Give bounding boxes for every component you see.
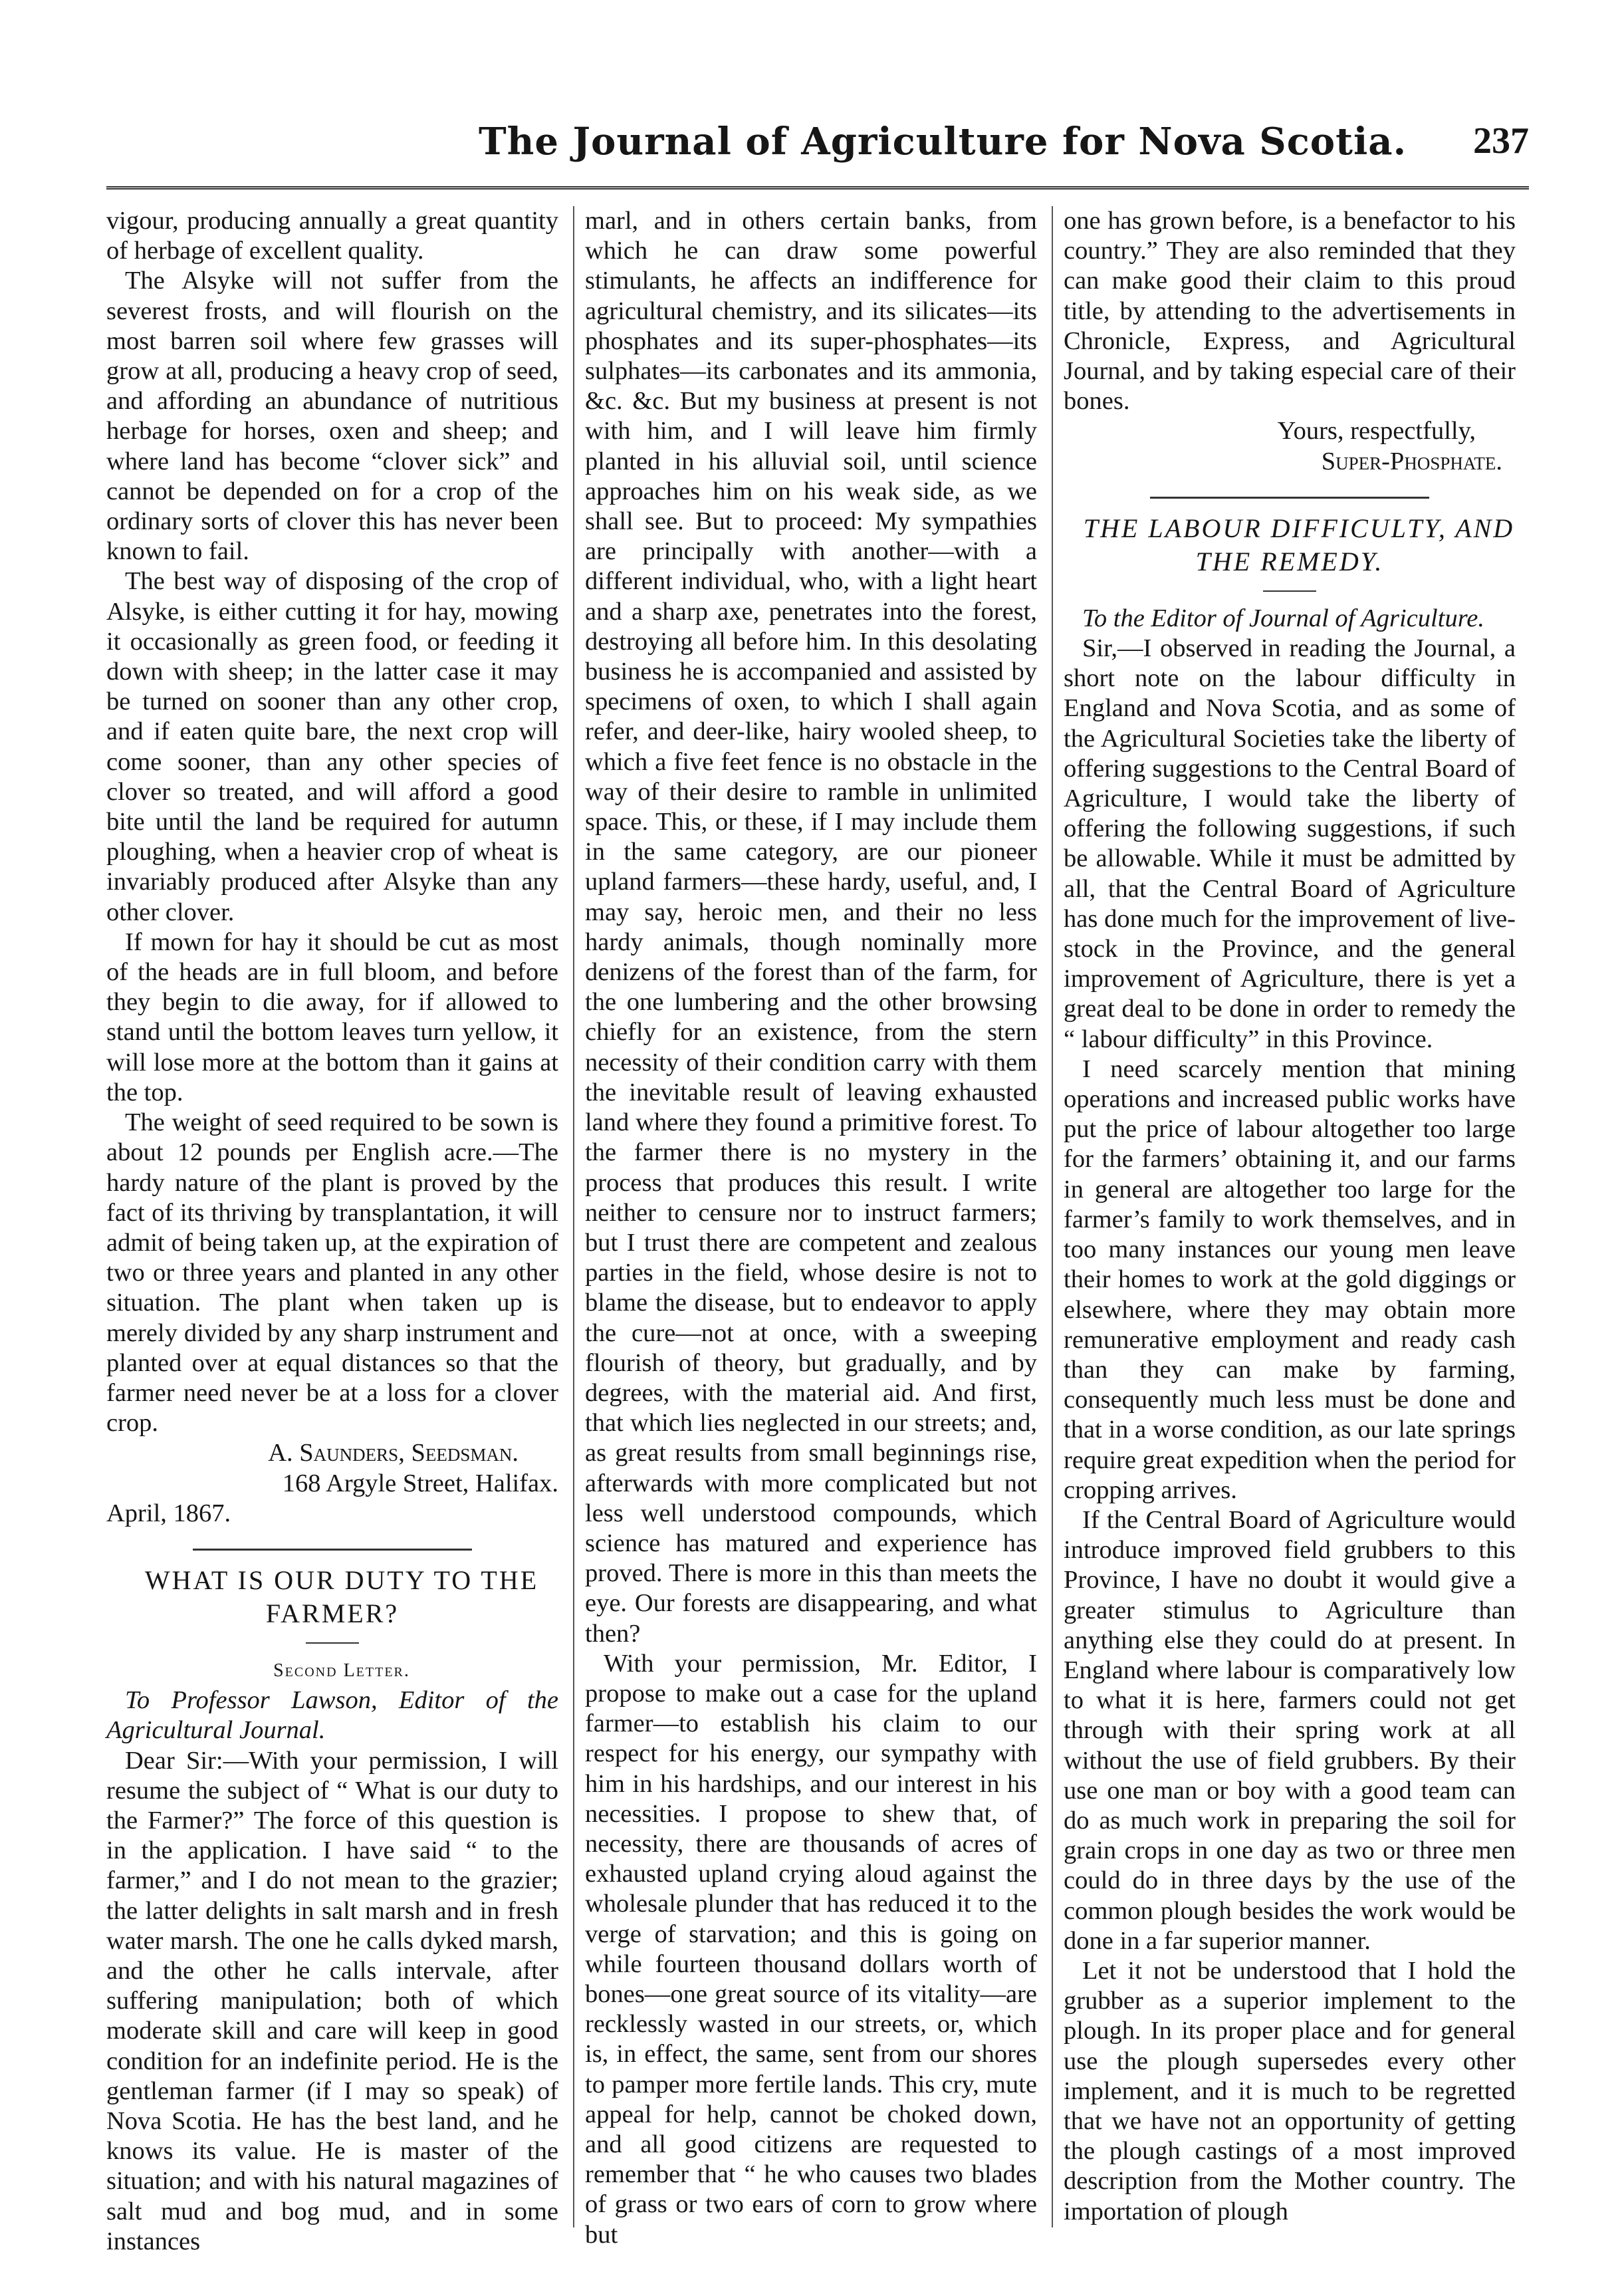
paragraph: marl, and in others certain banks, from which he can draw some powerful stimulants, he affects an indifference for agricultural chemistry, and its silicates—its phosphates and its super-phosphates—its sulphates—its carbonates and its ammonia, &c. &c. But my business at present is not with him, and I will leave him firmly planted in his alluvial soil, until science approaches him on his weak side, as we shall see. But to proceed: My sympathies are principally with another—with a different individual, who, with a light heart and a sharp axe, penetrates into the forest, destroying all before him. In this desolating business he is accompanied and assisted by specimens of oxen, to which I shall again refer, and deer-like, hairy wooled sheep, to which a five feet fence is no obstacle in the way of their desire to ramble in unlimited space. This, or these, if I may include them in the same category, are our pioneer upland farmers—these hardy, useful, and, I may say, heroic men, and their no less hardy animals, though nominally more denizens of the forest than of the farm, for the one lumbering and the other browsing chiefly for an existence, from the stern necessity of their condition carry with them the inevitable result of leaving exhausted land where they found a primitive forest. To the farmer there is no mystery in the process that produces this result. I write neither to censure nor to instruct farmers; but I trust there are competent and zealous parties in the field, whose desire is not to blame the disease, but to endeavor to apply the cure—not at once, with a sweeping flourish of theory, but gradually, and by degrees, with the material aid. And first, that which lies neglected in our streets; and, as great results from small beginnings rise, afterwards with more complicated but not less well understood compounds, which science has matured and experience has proved. There is more in this than meets the eye. Our forests are disappearing, and what then? <box>585 207 1037 1648</box>
header-rule <box>106 186 1529 189</box>
column-rule-left <box>573 206 574 2227</box>
paragraph: Let it not be understood that I hold the grubber as a superior implement to the plough. In its proper place and for general use the plough supersedes every other implement, and it is much to be regretted that we have not an opportunity of getting the plough castings of a most improved description from the Mother country. The importation of plough <box>1064 1956 1516 2225</box>
salutation: To Professor Lawson, Editor of the Agricultural Journal. <box>106 1686 558 1745</box>
signature <box>106 1438 558 1468</box>
address: 168 Argyle Street, Halifax. <box>282 1469 558 1497</box>
signature: Super-Phosphate. <box>1321 447 1502 475</box>
section-divider <box>193 1549 472 1551</box>
column-left <box>106 206 558 2255</box>
paragraph: The best way of disposing of the crop of Alsyke, is either cutting it for hay, mowing it occasionally as green food, or feeding it down with sheep; in the latter case it may be turned on sooner than any other crop, and if eaten quite bare, the next crop will come sooner, than any other species of clover so treated, and will afford a good bite until the land be required for autumn ploughing, when a heavier crop of wheat is invariably produced after Alsyke than any other clover. <box>106 567 558 926</box>
paragraph: I need scarcely mention that mining operations and increased public works have put the price of labour altogether too large for the farmers’ obtaining it, and our farms in general are altogether too large for the farmer’s family to work themselves, and in too many instances our young men leave their homes to work at the gold diggings or elsewhere, where they may obtain more remunerative employment and ready cash than they can make by farming, consequently much less must be done and that in a worse condition, as our late springs require great expedition when the period for cropping arrives. <box>1064 1055 1516 1504</box>
paragraph: The Alsyke will not suffer from the severest frosts, and will flourish on the most barren soil where few grasses will grow at all, producing a heavy crop of seed, and affording an abundance of nutritious herbage for horses, oxen and sheep; and where land has become “clover sick” and cannot be depended on for a crop of the ordinary sorts of clover this has never been known to fail. <box>106 267 558 566</box>
running-title: The Journal of Agriculture for Nova Scotia. <box>479 120 1407 164</box>
column-rule-right <box>1052 206 1053 2227</box>
column-right <box>1064 206 1516 2227</box>
page-number: 237 <box>1473 120 1529 162</box>
article-subtitle: Second Letter. <box>273 1660 410 1681</box>
article-title: THE LABOUR DIFFICULTY, AND THE REMEDY. <box>1083 513 1515 576</box>
column-middle <box>585 206 1037 2249</box>
page-header <box>106 120 1529 180</box>
paragraph: The weight of seed required to be sown is about 12 pounds per English acre.—The hardy nature of the plant is proved by the fact of its thriving by transplantation, it will admit of being taken up, at the expiration of two or three years and planted in any other situation. The plant when taken up is merely divided by any sharp instrument and planted over at equal distances so that the farmer need never be at a loss for a clover crop. <box>106 1108 558 1438</box>
section-divider <box>1150 497 1429 499</box>
dateline: April, 1867. <box>106 1499 231 1527</box>
title-divider <box>1263 590 1316 592</box>
paragraph: Dear Sir:—With your permission, I will resume the subject of “ What is our duty to the Farmer?” The force of this question is in the application. I have said “ to the farmer,” and I do not mean to the grazier; the latter delights in salt marsh and in fresh water marsh. The one he calls dyked marsh, and the other he calls intervale, after suffering manipulation; both of which moderate skill and care will keep in good condition for an indefinite period. He is the gentleman farmer (if I may so speak) of Nova Scotia. He has the best land, and he knows its value. He is master of the situation; and with his natural magazines of salt mud and bog mud, and in some instances <box>106 1746 558 2255</box>
article-title: WHAT IS OUR DUTY TO THE FARMER? <box>144 1565 539 1628</box>
paragraph: If mown for hay it should be cut as most of the heads are in full bloom, and before they begin to die away, for if allowed to stand until the bottom leaves turn yellow, it will lose more at the bottom than it gains at the top. <box>106 928 558 1106</box>
closing: Yours, respectfully, <box>1277 417 1476 445</box>
paragraph: With your permission, Mr. Editor, I propose to make out a case for the upland farmer—to establish his claim to our respect for his energy, our sympathy with him in his hardships, and our interest in his necessities. I propose to shew that, of necessity, there are thousands of acres of exhausted upland crying aloud against the wholesale plunder that has reduced it to the verge of starvation; and this is going on while fourteen thousand dollars worth of bones—one great source of its vitality—are recklessly wasted in our streets, or, which is, in effect, the same, sent from our shores to pamper more fertile lands. This cry, mute appeal for help, cannot be choked down, and all good citizens are requested to remember that “ he who causes two blades of grass or two ears of corn to grow where but <box>585 1649 1037 2249</box>
paragraph: vigour, producing annually a great quantity of herbage of excellent quality. <box>106 207 558 265</box>
salutation: To the Editor of Journal of Agriculture. <box>1082 604 1484 632</box>
paragraph: one has grown before, is a benefactor to his country.” They are also reminded that they can make good their claim to this proud title, by attending to the advertisements in Chronicle, Express, and Agricultural Journal, and by taking especial care of their bones. <box>1064 207 1516 416</box>
paragraph: Sir,—I observed in reading the Journal, a short note on the labour difficulty in England and Nova Scotia, and as some of the Agricultural Societies take the liberty of offering suggestions to the Central Board of Agriculture, I would take the liberty of offering the following suggestions, if such be allowable. While it must be admitted by all, that the Central Board of Agriculture has done much for the improvement of live-stock in the Province, and the general improvement of Agriculture, there is yet a great deal to be done in order to remedy the “ labour difficulty” in this Province. <box>1064 634 1516 1053</box>
signature-text: A. Saunders, Seedsman. <box>268 1439 519 1467</box>
paragraph: If the Central Board of Agriculture would introduce improved field grubbers to this Province, I have no doubt it would give a greater stimulus to Agriculture than anything else they could do at present. In England where labour is comparatively low to what it is here, farmers could not get through with their spring work at all without the use of field grubbers. By their use one man or boy with a good team can do as much work in preparing the soil for grain crops in one day as two or three men could do in three days by the use of the common plough besides the work would be done in a far superior manner. <box>1064 1505 1516 1955</box>
title-divider <box>306 1642 359 1644</box>
